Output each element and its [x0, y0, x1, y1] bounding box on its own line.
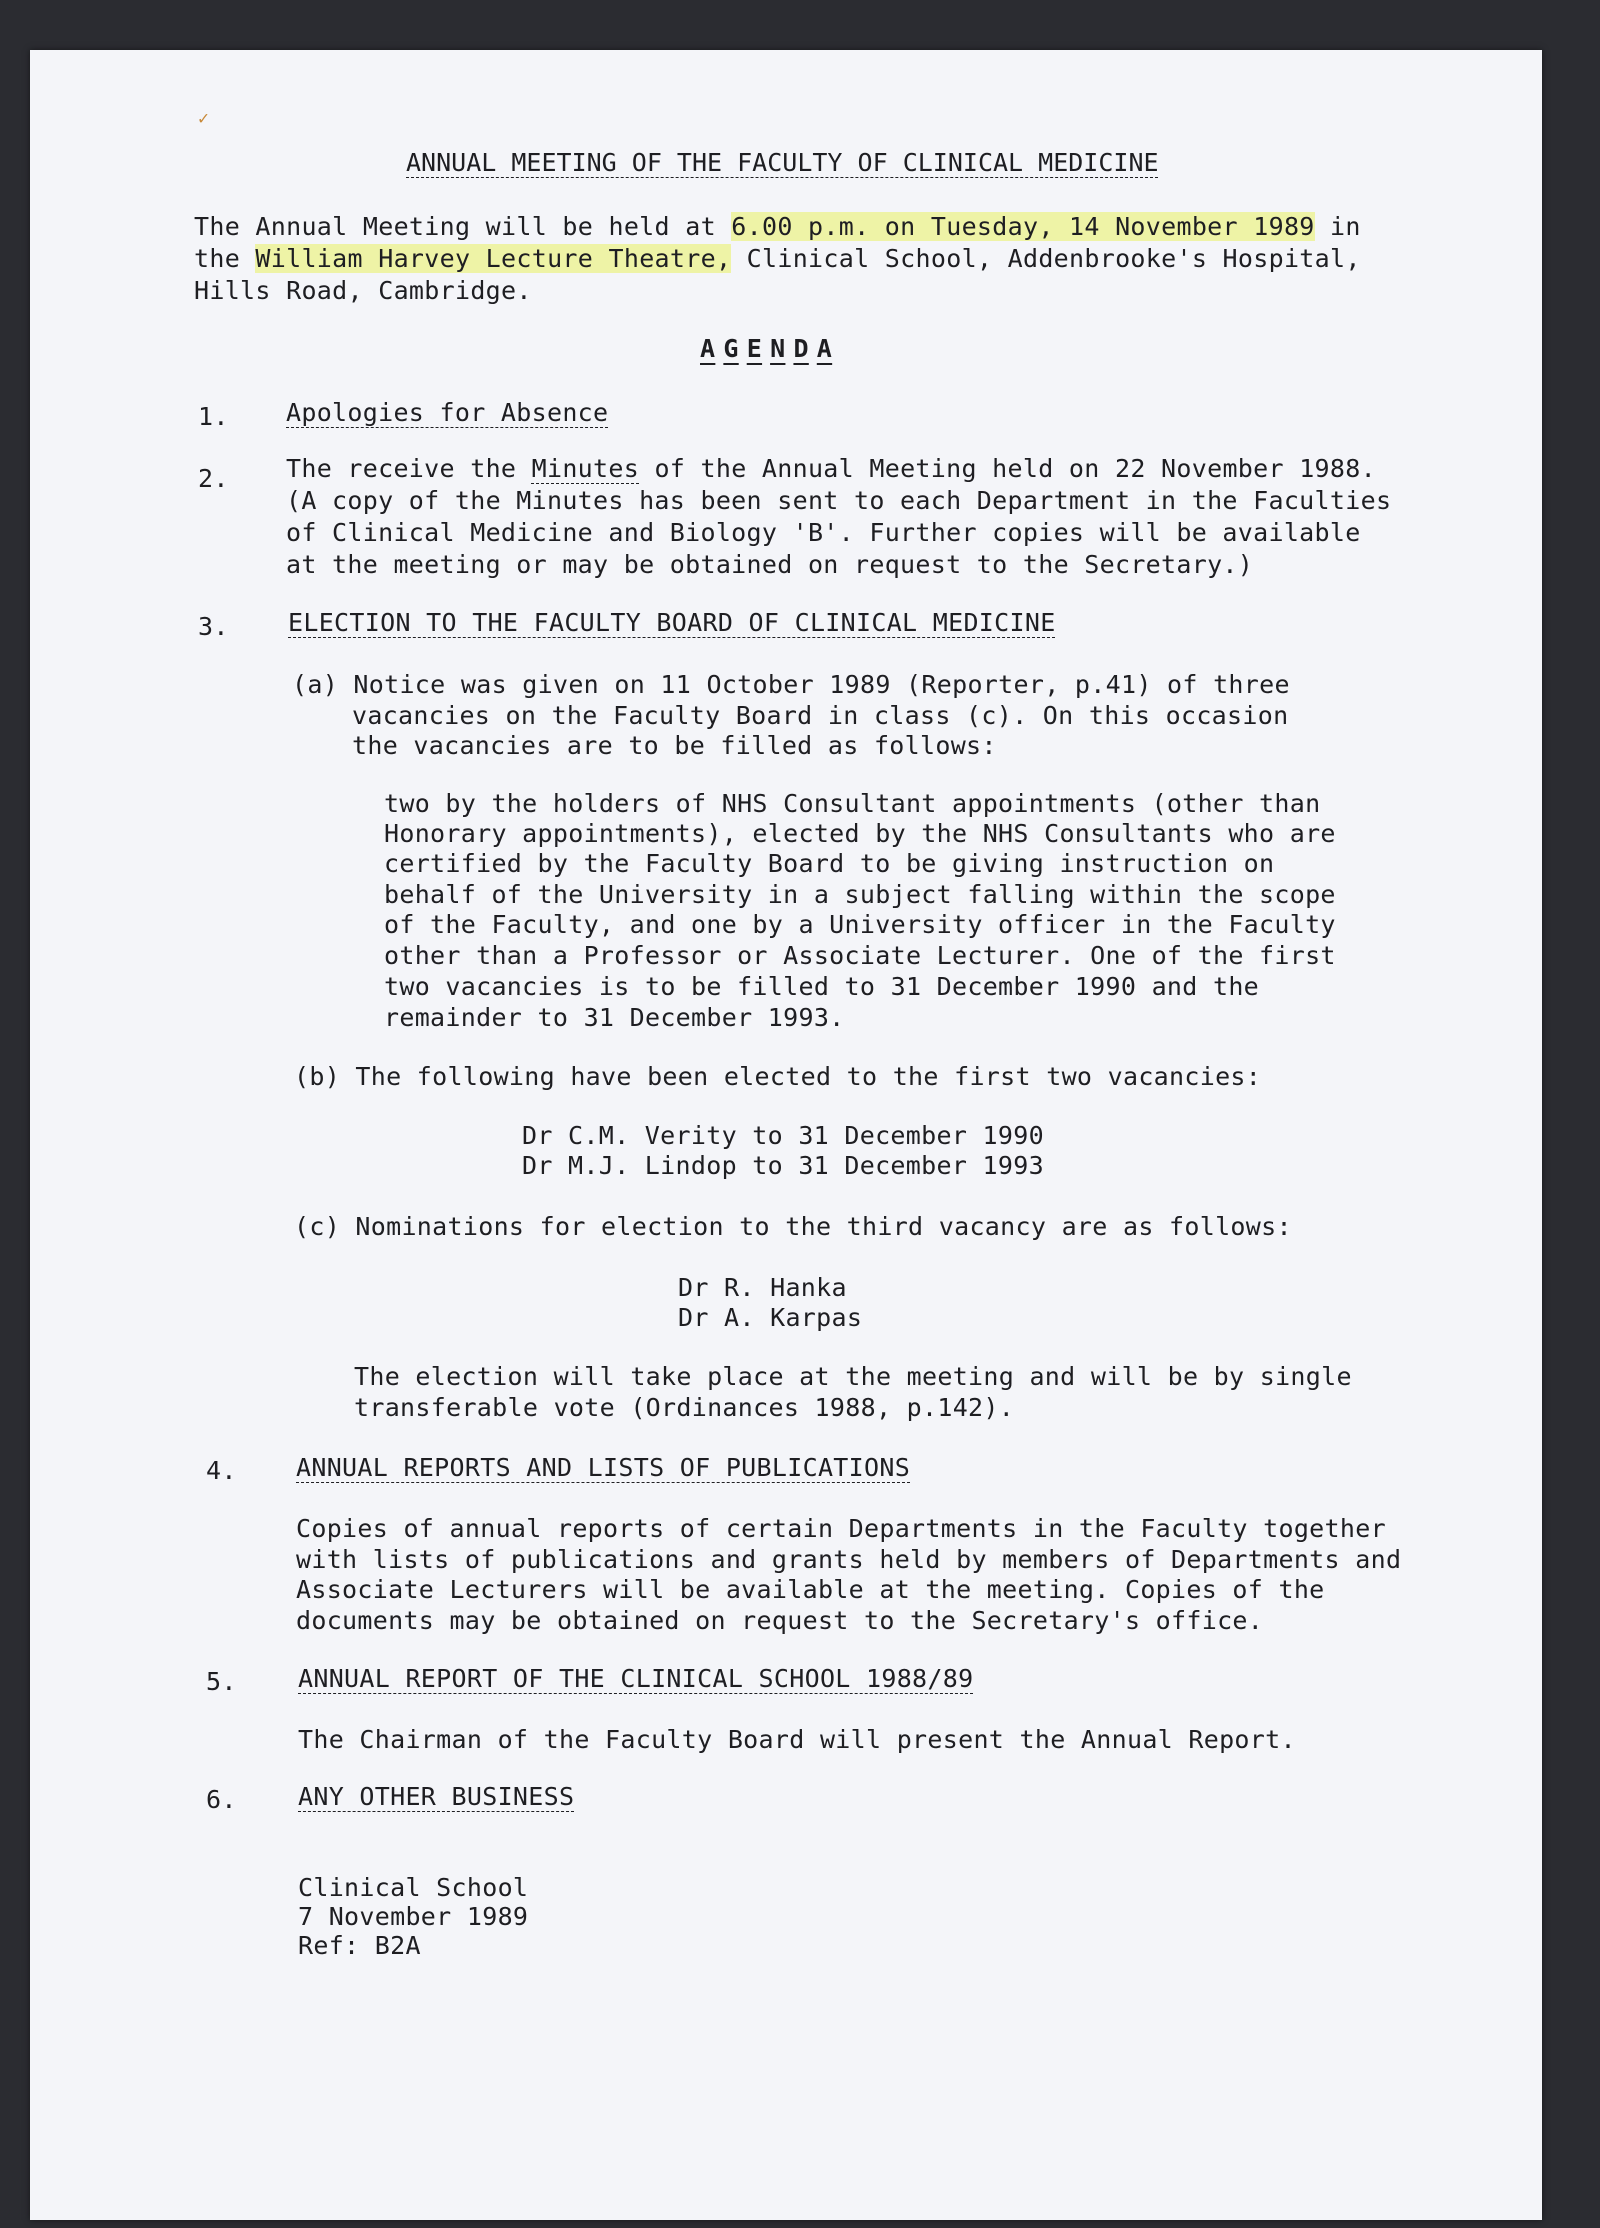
item-3a-para-line-4: behalf of the University in a subject falling within the scope	[384, 880, 1336, 909]
intro-line-1: The Annual Meeting will be held at 6.00 p.m. on Tuesday, 14 November 1989 in	[194, 212, 1361, 241]
item-4-line-3: Associate Lecturers will be available at the meeting. Copies of the	[296, 1575, 1325, 1604]
item-number-5: 5.	[206, 1667, 237, 1696]
item-3a-line-3: the vacancies are to be filled as follows:	[352, 731, 997, 760]
item-number-2: 2.	[198, 464, 229, 493]
item-number-4: 4.	[206, 1456, 237, 1485]
nominee-1: Dr R. Hanka	[678, 1273, 847, 1302]
item-3a-para-line-8: remainder to 31 December 1993.	[384, 1003, 845, 1032]
footer-reference: Ref: B2A	[298, 1931, 421, 1960]
election-note-line-2: transferable vote (Ordinances 1988, p.142).	[354, 1393, 1015, 1422]
item-heading-5: ANNUAL REPORT OF THE CLINICAL SCHOOL 1988/89	[298, 1664, 974, 1693]
intro-line-3: Hills Road, Cambridge.	[194, 276, 532, 305]
item-3a-para-line-2: Honorary appointments), elected by the NHS Consultants who are	[384, 819, 1336, 848]
item-3a-para-line-7: two vacancies is to be filled to 31 December 1990 and the	[384, 972, 1260, 1001]
elected-member-1: Dr C.M. Verity to 31 December 1990	[522, 1121, 1044, 1150]
item-3a-line-2: vacancies on the Faculty Board in class (c). On this occasion	[352, 701, 1289, 730]
item-3a-line-1: (a) Notice was given on 11 October 1989 (Reporter, p.41) of three	[292, 670, 1290, 699]
item-4-line-4: documents may be obtained on request to the Secretary's office.	[296, 1606, 1264, 1635]
election-note-line-1: The election will take place at the meeting and will be by single	[354, 1362, 1352, 1391]
page-title: ANNUAL MEETING OF THE FACULTY OF CLINICAL MEDICINE	[406, 148, 1159, 177]
item-5-line-1: The Chairman of the Faculty Board will present the Annual Report.	[298, 1725, 1296, 1754]
item-number-1: 1.	[198, 402, 229, 431]
intro-line-2: the William Harvey Lecture Theatre, Clinical School, Addenbrooke's Hospital,	[194, 244, 1361, 273]
agenda-heading: A G E N D A	[700, 334, 833, 363]
item-3a-para-line-5: of the Faculty, and one by a University officer in the Faculty	[384, 910, 1336, 939]
item-heading-1: Apologies for Absence	[286, 398, 609, 427]
item-number-6: 6.	[206, 1785, 237, 1814]
item-3c-line-1: (c) Nominations for election to the third vacancy are as follows:	[294, 1212, 1292, 1241]
item-4-line-1: Copies of annual reports of certain Departments in the Faculty together	[296, 1514, 1386, 1543]
item-heading-6: ANY OTHER BUSINESS	[298, 1782, 575, 1811]
item-3a-para-line-3: certified by the Faculty Board to be giving instruction on	[384, 849, 1275, 878]
item-number-3: 3.	[198, 612, 229, 641]
item-3a-para-line-1: two by the holders of NHS Consultant appointments (other than	[384, 789, 1321, 818]
item-3a-para-line-6: other than a Professor or Associate Lecturer. One of the first	[384, 941, 1336, 970]
elected-member-2: Dr M.J. Lindop to 31 December 1993	[522, 1151, 1044, 1180]
item-3b-line-1: (b) The following have been elected to the first two vacancies:	[294, 1062, 1262, 1091]
nominee-2: Dr A. Karpas	[678, 1303, 863, 1332]
item-heading-4: ANNUAL REPORTS AND LISTS OF PUBLICATIONS	[296, 1453, 911, 1482]
item-2-line-3: of Clinical Medicine and Biology 'B'. Further copies will be available	[286, 518, 1361, 547]
highlight-venue: William Harvey Lecture Theatre,	[255, 244, 732, 273]
item-2-line-4: at the meeting or may be obtained on request to the Secretary.)	[286, 550, 1254, 579]
item-2-line-1: The receive the Minutes of the Annual Meeting held on 22 November 1988.	[286, 454, 1376, 483]
highlight-date: 6.00 p.m. on Tuesday, 14 November 1989	[731, 212, 1315, 241]
item-4-line-2: with lists of publications and grants held by members of Departments and	[296, 1545, 1402, 1574]
pen-mark: ✓	[198, 108, 209, 129]
item-heading-3: ELECTION TO THE FACULTY BOARD OF CLINICAL MEDICINE	[288, 608, 1056, 637]
footer-department: Clinical School	[298, 1873, 529, 1902]
footer-date: 7 November 1989	[298, 1902, 529, 1931]
item-2-line-2: (A copy of the Minutes has been sent to each Department in the Faculties	[286, 486, 1392, 515]
